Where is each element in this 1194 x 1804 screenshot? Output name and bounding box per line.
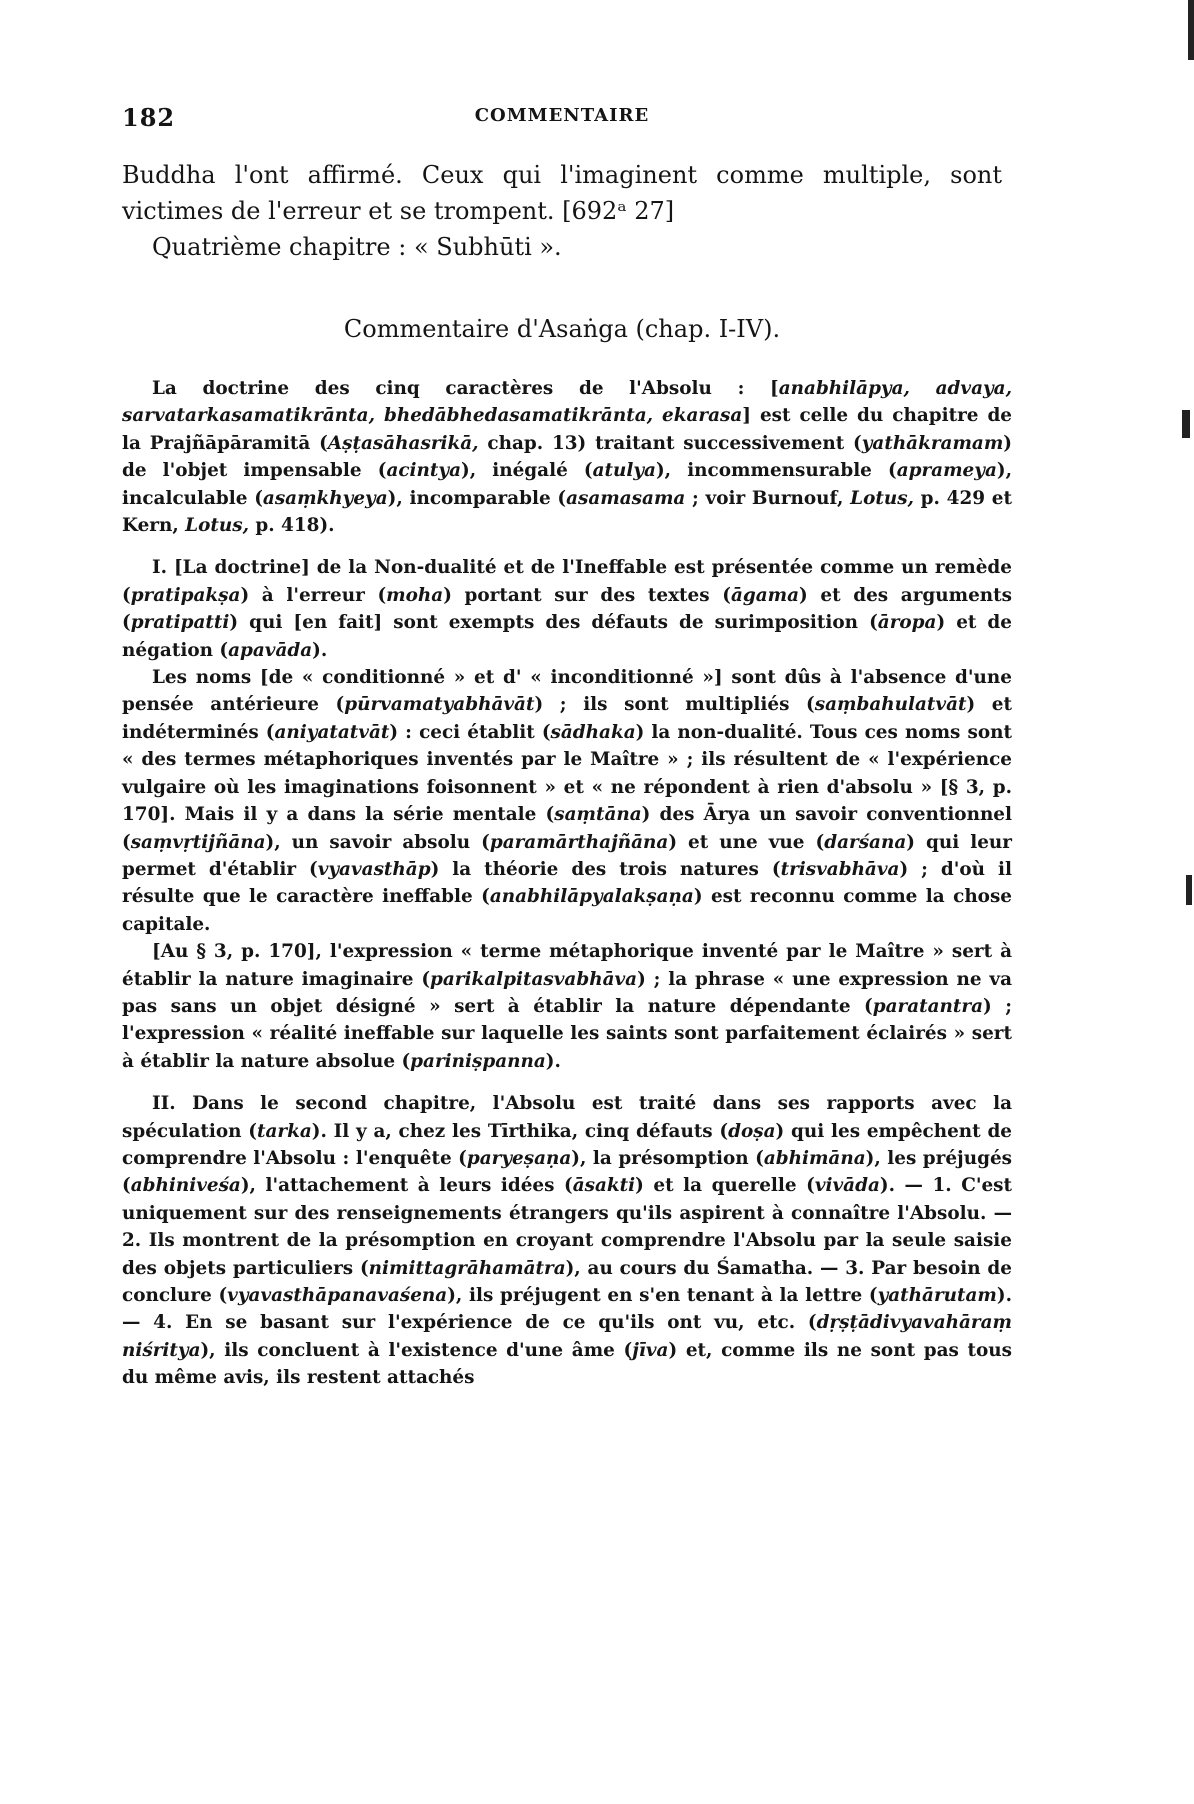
text-run: chap. 13) traitant successivement ( [478,432,862,454]
text-run: ) est reconnu comme la chose capitale. [122,886,1013,935]
preceding-text [122,157,1002,265]
sanskrit-term: Aṣṭasāhasrikā, [327,432,479,454]
sanskrit-term: vyavasthāpanavaśena [227,1285,448,1306]
sanskrit-term: aprameya [896,460,997,482]
sanskrit-term: nimittagrāhamātra [368,1257,566,1279]
sanskrit-term: parikalpitasvabhāva [430,968,638,990]
commentary-body [122,375,1012,1392]
text-run: ; voir Burnouf, [685,487,851,509]
sanskrit-term: Lotus, [850,487,914,509]
sanskrit-term: dṛṣṭādivyavahāraṃ niśritya [122,1312,1012,1361]
sanskrit-term: saṃbahulatvāt [814,694,967,716]
text-run: ), la présomption ( [571,1147,764,1169]
commentary-paragraph [122,938,1012,1075]
sanskrit-term: atulya [592,460,656,482]
commentary-paragraph [122,1090,1012,1391]
text-run: p. 418). [248,515,335,537]
text-run: ), incommensurable ( [655,460,897,482]
text-run: ), au cours du Śamatha. — 3. Par besoin de conclure ( [122,1257,1012,1306]
text-run: ) la non-dualité. Tous ces noms sont « des termes métaphoriques inventés par le Maître » ; ils résultent de « l'expérience vulgaire où les imaginations foisonnent » et « ne répondent à rien d'absolu » [§ 3, p. 170]. Mais il y a dans la série mentale ( [122,721,1012,826]
sanskrit-term: pratipatti [130,612,230,634]
page-header [122,103,1002,137]
sanskrit-term: asamasama [566,487,686,509]
text-run: ), un savoir absolu ( [265,831,490,853]
sanskrit-term: acintya [386,460,462,482]
sanskrit-term: saṃtāna [554,804,642,826]
commentary-paragraph [122,664,1012,938]
page-number: 182 [122,103,176,132]
sanskrit-term: trisvabhāva [780,858,900,880]
text-run: ) ; l'expression « réalité ineffable sur laquelle les saints sont parfaitement éclairés » sert à établir la nature absolue ( [122,995,1012,1072]
text-run: ). — 1. C'est uniquement sur des renseignements étrangers qu'ils aspirent à connaître l'Absolu. — 2. Ils montrent de la présomption en croyant comprendre l'Absolu par la seule saisie des objets particuliers ( [122,1175,1013,1279]
text-run: ) ; d'où il résulte que le caractère ineffable ( [122,858,1012,908]
sanskrit-term: anabhilāpya, advaya, sarvatarkasamatikrānta, bhedābhedasamatikrānta, ekarasa [122,378,1012,427]
commentary-paragraph [122,375,1012,539]
text-run: Les noms [de « conditionné » et d' « inconditionné »] sont dûs à l'absence d'une pensée antérieure ( [122,667,1012,716]
text-run: ). [545,1050,561,1072]
text-run: II. Dans le second chapitre, l'Absolu est traité dans ses rapports avec la spéculation ( [122,1093,1012,1142]
text-run: [Au § 3, p. 170], l'expression « terme métaphorique inventé par le Maître » sert à établir la nature imaginaire ( [122,941,1012,990]
sanskrit-term: pratipakṣa [130,584,241,606]
sanskrit-term: vyavasthāp [317,858,431,880]
scan-edge-mark [1188,0,1194,60]
sanskrit-term: saṃvṛtijñāna [130,831,266,853]
text-run: ), l'attachement à leurs idées ( [240,1175,573,1197]
sanskrit-term: aniyatatvāt [274,721,390,743]
scan-edge-mark [1186,875,1192,905]
scan-edge-mark [1182,410,1190,438]
text-run: ), ils concluent à l'existence d'une âme ( [200,1339,633,1361]
text-run: ), les préjugés ( [122,1147,1012,1197]
text-run: p. 429 et Kern, [122,487,1012,537]
sanskrit-term: asaṃkhyeya [262,487,388,509]
text-run: ) portant sur des textes ( [443,584,731,606]
sanskrit-term: paramārthajñāna [489,831,669,853]
text-run: ), incalculable ( [122,460,1012,509]
chapter-heading: Quatrième chapitre : « Subhūti ». [152,233,562,261]
commentary-paragraph [122,554,1012,664]
sanskrit-term: paratantra [872,995,984,1017]
sanskrit-term: anabhilāpyalakṣaṇa [489,886,694,908]
text-run: ). [312,639,328,661]
text-run: ) qui leur permet d'établir ( [122,831,1012,880]
text-run: ) et indéterminés ( [122,694,1012,743]
sanskrit-term: paryeṣaṇa [466,1147,572,1169]
sanskrit-term: āropa [877,612,937,634]
section-title: Commentaire d'Asaṅga (chap. I-IV). [343,315,781,343]
text-run: ) et une vue ( [668,831,825,853]
sanskrit-term: yathārutam [877,1285,997,1306]
text-run: ) la théorie des trois natures ( [430,858,781,880]
text-run: ) et la querelle ( [635,1175,815,1197]
sanskrit-term: vivāda [814,1175,880,1197]
sanskrit-term: Lotus, [185,515,249,537]
text-run: ) des Ārya un savoir conventionnel ( [122,804,1012,853]
sanskrit-term: pūrvamatyabhāvāt [344,694,535,716]
text-run: ) et, comme ils ne sont pas tous du même avis, ils restent attachés [122,1339,1013,1389]
text-line: Buddha l'ont affirmé. Ceux qui l'imaginent comme multiple, sont victimes de l'erreur et se trompent. [692ᵃ 27] [122,161,1002,225]
sanskrit-term: āgama [730,584,800,606]
text-run: ). Il y a, chez les Tīrthika, cinq défauts ( [311,1120,729,1142]
text-run: ), ils préjugent en s'en tenant à la lettre ( [447,1285,878,1306]
text-run: ) de l'objet impensable ( [122,432,1012,482]
running-head: COMMENTAIRE [474,105,650,126]
text-run: ), inégalé ( [461,460,593,482]
sanskrit-term: yathākramam [861,432,1004,454]
text-run: ) : ceci établit ( [389,721,551,743]
sanskrit-term: darśana [824,831,907,853]
text-run: ) qui les empêchent de comprendre l'Absolu : l'enquête ( [122,1120,1013,1169]
text-run: ) ; ils sont multipliés ( [534,694,815,716]
text-run: ), incomparable ( [387,487,567,509]
text-run: ) et des arguments ( [122,584,1013,634]
sanskrit-term: sādhaka [550,721,636,743]
sanskrit-term: āsakti [572,1175,636,1197]
sanskrit-term: jīva [632,1339,669,1361]
text-run: I. [La doctrine] de la Non-dualité et de l'Ineffable est présentée comme un remède ( [122,557,1012,606]
sanskrit-term: moha [386,584,444,606]
text-run: La doctrine des cinq caractères de l'Absolu : [ [152,378,779,399]
text-run: ). — 4. En se basant sur l'expérience de ce qu'ils ont vu, etc. ( [122,1285,1012,1334]
sanskrit-term: tarka [256,1120,312,1142]
sanskrit-term: pariniṣpanna [410,1050,546,1072]
sanskrit-term: abhimāna [763,1147,866,1169]
text-run: ) et de négation ( [122,612,1012,661]
sanskrit-term: abhiniveśa [130,1175,241,1197]
text-run: ) à l'erreur ( [240,584,387,606]
text-run: ] est celle du chapitre de la Prajñāpāramitā ( [122,405,1013,454]
sanskrit-term: apavāda [228,639,313,661]
sanskrit-term: doṣa [728,1120,776,1142]
text-run: ) ; la phrase « une expression ne va pas sans un objet désigné » sert à établir la nature dépendante ( [122,968,1012,1017]
text-run: ) qui [en fait] sont exempts des défauts de surimposition ( [229,612,878,634]
